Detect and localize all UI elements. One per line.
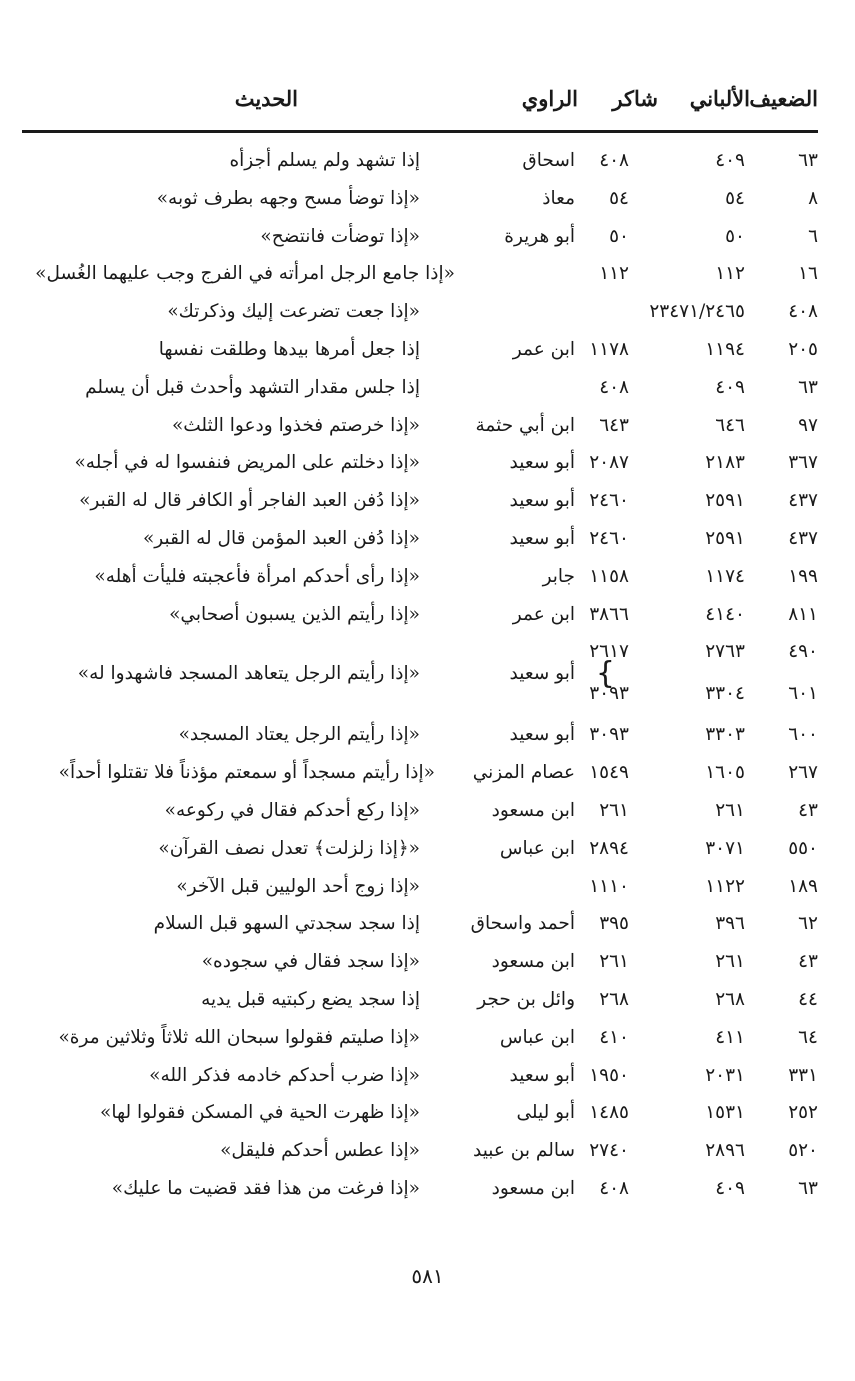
table-row [0,447,855,485]
table-row [0,984,855,1022]
hadith-text: «إذا رأيتم الرجل يعتاد المسجد» [178,724,420,746]
narrator: جابر [542,565,575,587]
albani-number: ١١٢ [715,263,745,285]
narrator: أبو سعيد [509,724,575,746]
hadith-text: «إذا توضأت فانتضح» [260,225,420,247]
hadith-text: «إذا ظهرت الحية في المسكن فقولوا لها» [100,1102,420,1124]
narrator: أبو ليلى [516,1102,575,1124]
albani-number: ٣٩٦ [715,913,745,935]
hadith-text: إذا تشهد ولم يسلم أجزأه [229,150,420,171]
shakir-number: ٢٤٦٠ [589,527,629,549]
narrator: معاذ [542,187,575,209]
page-number: ٥٨١ [411,1264,444,1288]
shakir-number: ٦٤٣ [599,414,629,436]
header-shakir: شاكر [612,86,658,111]
shakir-number: ٥٤ [609,187,629,209]
weak-number: ٢٦٧ [788,762,818,784]
albani-number: ٤٠٩ [715,1177,745,1199]
narrator: أبو هريرة [504,225,575,247]
table-row [0,523,855,561]
narrator: أبو سعيد [509,527,575,549]
albani-number: ٥٠ [725,225,745,247]
shakir-number: ٤٠٨ [599,1177,629,1199]
albani-number: ٢٥٩١ [705,527,745,549]
shakir-number: ٢٦١٧ [589,641,629,663]
weak-number: ٢٠٥ [788,338,818,360]
weak-number: ٦ [808,225,818,247]
shakir-number: ٢٦١ [599,799,629,821]
shakir-number: ١٤٨٥ [589,1102,629,1124]
weak-number: ٦٣ [798,150,818,171]
weak-number: ٨ [808,187,818,209]
hadith-text: «إذا دُفن العبد الفاجر أو الكافر قال له القبر» [79,490,420,512]
narrator: سالم بن عبيد [473,1140,575,1162]
hadith-text: إذا سجد يضع ركبتيه قبل يديه [201,988,420,1010]
narrator: اسحاق [522,150,575,171]
shakir-number: ٢٨٩٤ [589,837,629,859]
table-row [0,1022,855,1060]
grouping-brace: } [595,656,615,692]
hadith-text: «إذا فرغت من هذا فقد قضيت ما عليك» [111,1177,420,1199]
narrator: أحمد واسحاق [470,913,575,935]
hadith-text: «إذا دُفن العبد المؤمن قال له القبر» [142,527,420,549]
albani-number: ٤٠٩ [715,376,745,398]
weak-number: ١٩٩ [788,565,818,587]
table-row [0,1060,855,1098]
shakir-number: ٣٨٦٦ [589,603,629,625]
table-row [0,833,855,871]
narrator: ابن أبي حثمة [475,414,575,436]
table-row [0,946,855,984]
albani-number: ١١٩٤ [705,338,745,360]
weak-number: ٩٧ [798,414,818,436]
weak-number: ١٨٩ [788,875,818,897]
shakir-number: ١٩٥٠ [589,1064,629,1086]
shakir-number: ٢٦١ [599,951,629,973]
narrator: وائل بن حجر [477,988,575,1010]
narrator: ابن عباس [499,1026,575,1048]
table-row [0,410,855,448]
albani-number: ٣٣٠٣ [705,724,745,746]
narrator: عصام المزني [472,762,575,784]
hadith-text: «إذا رأى أحدكم امرأة فأعجبته فليأت أهله» [94,565,420,587]
hadith-text: «إذا جعت تضرعت إليك وذكرتك» [167,301,420,323]
albani-number: ٦٤٦ [715,414,745,436]
weak-number: ٦٠٠ [788,724,818,746]
shakir-number: ٤٠٨ [599,150,629,171]
shakir-number: ١١٥٨ [589,565,629,587]
table-row [0,221,855,259]
weak-number: ٦٠١ [788,683,818,705]
albani-number: ٤٠٩ [715,150,745,171]
weak-number: ٤٣٧ [788,490,818,512]
weak-number: ١٦ [798,263,818,285]
hadith-text: «إذا خرصتم فخذوا ودعوا الثلث» [171,414,420,436]
narrator: ابن مسعود [491,799,575,821]
weak-number-group [778,636,818,710]
table-row [0,334,855,372]
weak-number: ٥٢٠ [788,1140,818,1162]
weak-number: ٤٩٠ [788,641,818,663]
hadith-text: «إذا توضأ مسح وجهه بطرف ثوبه» [156,187,420,209]
narrator: أبو سعيد [509,1064,575,1086]
hadith-text: «إذا صليتم فقولوا سبحان الله ثلاثاً وثلاثين مرة» [58,1026,420,1048]
shakir-number: ٢٠٨٧ [589,452,629,474]
table-row [0,372,855,410]
hadith-text: «إذا رأيتم مسجداً أو سمعتم مؤذناً فلا تقتلوا أحداً» [58,762,435,784]
table-row [0,908,855,946]
weak-number: ٦٤ [798,1026,818,1048]
albani-number: ١٥٣١ [705,1102,745,1124]
narrator: أبو سعيد [509,663,575,685]
header-rule [22,130,818,133]
header-weak: الضعيف [749,86,818,111]
table-row [0,485,855,523]
weak-number: ٣٦٧ [788,452,818,474]
shakir-number: ٢٤٦٠ [589,490,629,512]
table-row [0,599,855,637]
hadith-table [0,145,855,1211]
hadith-text: «إذا دخلتم على المريض فنفسوا له في أجله» [74,452,420,474]
weak-number: ٤٣ [798,951,818,973]
albani-number: ١١٢٢ [705,875,745,897]
shakir-number: ٢٧٤٠ [589,1140,629,1162]
shakir-number: ١٥٤٩ [589,762,629,784]
narrator: أبو سعيد [509,452,575,474]
table-row [0,258,855,296]
albani-number: ١٦٠٥ [705,762,745,784]
shakir-number: ٣٩٥ [599,913,629,935]
header-hadith: الحديث [234,86,298,111]
table-row [0,1173,855,1211]
narrator: ابن عمر [512,603,575,625]
hadith-text: «إذا رأيتم الذين يسبون أصحابي» [169,603,420,625]
narrator: ابن عباس [499,837,575,859]
albani-number: ٥٤ [725,187,745,209]
albani-number: ٢٦٨ [715,988,745,1010]
hadith-text: «إذا رأيتم الرجل يتعاهد المسجد فاشهدوا له» [77,663,420,685]
hadith-text: «﴿إذا زلزلت﴾ تعدل نصف القرآن» [158,837,420,859]
hadith-text: «إذا زوج أحد الوليين قبل الآخر» [176,875,420,897]
weak-number: ٤٣٧ [788,527,818,549]
weak-number: ٦٣ [798,376,818,398]
weak-number: ٤٤ [798,988,818,1010]
table-row [0,1135,855,1173]
hadith-text: «إذا عطس أحدكم فليقل» [220,1140,420,1162]
shakir-number: ٤٠٨ [599,376,629,398]
narrator: أبو سعيد [509,490,575,512]
shakir-number: ١١٧٨ [589,338,629,360]
table-row [0,757,855,795]
albani-number: ٢٨٩٦ [705,1140,745,1162]
hadith-text: إذا سجد سجدتي السهو قبل السلام [153,913,420,935]
albani-number-group [665,636,745,710]
weak-number: ٤٣ [798,799,818,821]
shakir-number: ٢٦٨ [599,988,629,1010]
shakir-number: ٤١٠ [599,1026,629,1048]
table-row [0,795,855,833]
shakir-number: ٣٠٩٣ [589,683,629,705]
narrator: ابن عمر [512,338,575,360]
albani-number: ٢١٨٣ [705,452,745,474]
hadith-text: «إذا ركع أحدكم فقال في ركوعه» [164,799,420,821]
weak-number: ٣٣١ [788,1064,818,1086]
hadith-text: «إذا سجد فقال في سجوده» [201,951,420,973]
table-row [0,1097,855,1135]
albani-number: ٤١٤٠ [705,603,745,625]
table-row [0,296,855,334]
hadith-text: «إذا ضرب أحدكم خادمه فذكر الله» [149,1064,420,1086]
albani-number: ٢٦١ [715,799,745,821]
header-narrator: الراوي [521,86,578,111]
table-row [0,871,855,909]
narrator: ابن مسعود [491,1177,575,1199]
weak-number: ٥٥٠ [788,837,818,859]
weak-number: ٦٢ [798,913,818,935]
table-row-grouped [0,636,855,719]
albani-number: ٢٣٤٧١/٢٤٦٥ [649,301,745,323]
albani-number: ٣٠٧١ [705,837,745,859]
weak-number: ٤٠٨ [788,301,818,323]
shakir-number: ١١١٠ [589,875,629,897]
albani-number: ٤١١ [715,1026,745,1048]
albani-number: ١١٧٤ [705,565,745,587]
table-row [0,183,855,221]
hadith-text: إذا جلس مقدار التشهد وأحدث قبل أن يسلم [85,376,420,398]
narrator: ابن مسعود [491,951,575,973]
header-albani: الألباني [689,86,750,111]
hadith-text: إذا جعل أمرها بيدها وطلقت نفسها [158,338,420,360]
albani-number: ٢٧٦٣ [705,641,745,663]
table-row [0,561,855,599]
shakir-number: ٥٠ [609,225,629,247]
albani-number: ٢٥٩١ [705,490,745,512]
weak-number: ٨١١ [788,603,818,625]
albani-number: ٢٦١ [715,951,745,973]
table-header [22,86,818,126]
weak-number: ٦٣ [798,1177,818,1199]
table-row [0,145,855,183]
shakir-number: ٣٠٩٣ [589,724,629,746]
hadith-text: «إذا جامع الرجل امرأته في الفرج وجب عليهما الغُسل» [35,263,455,285]
albani-number: ٣٣٠٤ [705,683,745,705]
table-row [0,719,855,757]
shakir-number: ١١٢ [599,263,629,285]
weak-number: ٢٥٢ [788,1102,818,1124]
albani-number: ٢٠٣١ [705,1064,745,1086]
